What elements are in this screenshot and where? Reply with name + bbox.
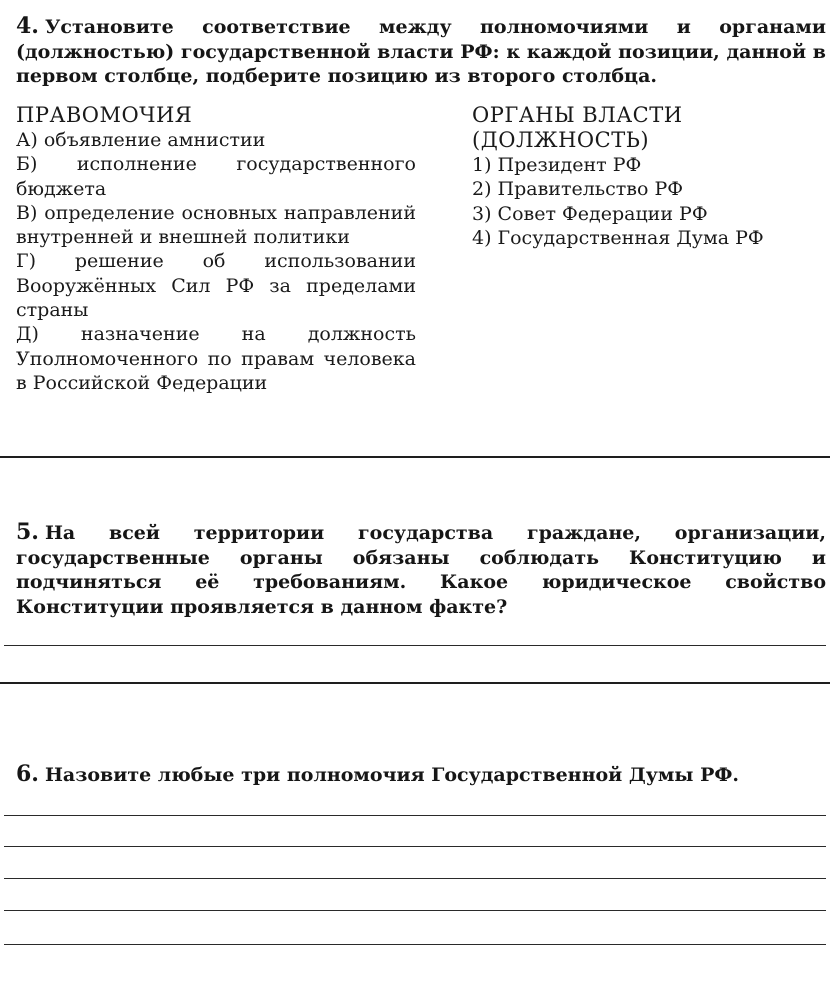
- answer-line[interactable]: [0, 682, 830, 684]
- bodies-heading: ОРГАНЫ ВЛАСТИ (ДОЛЖНОСТЬ): [472, 103, 683, 152]
- task-5: [16, 520, 826, 619]
- body-item-1: 1) Президент РФ: [472, 154, 642, 176]
- body-item-2: 2) Правительство РФ: [472, 178, 684, 201]
- bodies-column: [472, 103, 832, 250]
- answer-line[interactable]: [4, 846, 826, 847]
- body-item-4: 4) Государственная Дума РФ: [472, 226, 764, 249]
- powers-column: [16, 103, 416, 395]
- section-divider: [0, 456, 830, 458]
- task-5-number: 5.: [16, 519, 39, 545]
- powers-heading: ПРАВОМОЧИЯ: [16, 103, 193, 127]
- power-item-a: А) объявление амнистии: [16, 129, 266, 151]
- task-4: [16, 14, 826, 89]
- power-item-v: В) определение основных направлений внутренней и внешней политики: [16, 201, 416, 249]
- task-4-text: Установите соответствие между полномочиями и органами (должностью) государственной власти РФ: к каждой позиции, данной в первом столбце, подберите позицию из второго столбца.: [16, 16, 826, 87]
- body-item-3: 3) Совет Федерации РФ: [472, 202, 708, 225]
- answer-line[interactable]: [4, 815, 826, 816]
- answer-line[interactable]: [4, 645, 826, 646]
- power-item-b: Б) исполнение государственного бюджета: [16, 153, 416, 200]
- power-item-g: Г) решение об использовании Вооружённых Сил РФ за пределами страны: [16, 250, 416, 322]
- answer-line[interactable]: [4, 878, 826, 879]
- answer-line[interactable]: [4, 910, 826, 911]
- task-6-number: 6.: [16, 761, 39, 787]
- task-4-number: 4.: [16, 13, 39, 39]
- task-5-text: На всей территории государства граждане, организации, государственные органы обязаны соблюдать Конституцию и подчиняться её требованиям. Какое юридическое свойство Конституции проявляется в данном факте?: [16, 522, 826, 618]
- task-6-text: Назовите любые три полномочия Государственной Думы РФ.: [44, 764, 740, 786]
- power-item-d: Д) назначение на должность Уполномоченного по правам человека в Российской Федерации: [16, 323, 416, 394]
- answer-line[interactable]: [4, 944, 826, 945]
- task-6: [16, 762, 826, 788]
